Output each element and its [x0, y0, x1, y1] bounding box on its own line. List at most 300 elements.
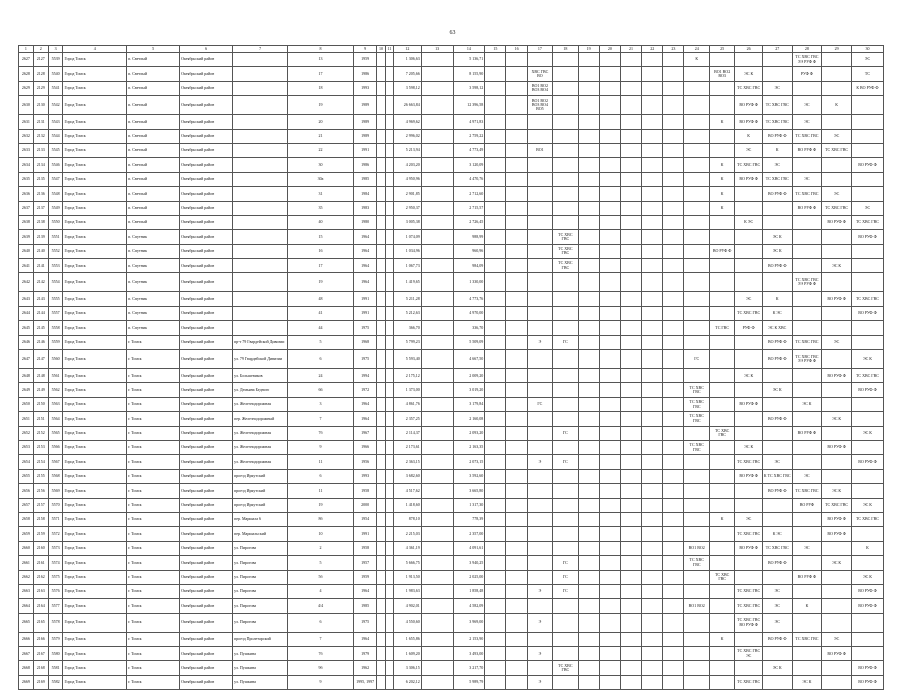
cell-c24	[684, 143, 709, 157]
empty-cell	[663, 187, 684, 201]
cell-year: 1980	[353, 215, 376, 229]
cell-addr: ул. Пирогова	[233, 613, 288, 632]
empty-cell	[485, 613, 506, 632]
cell-settl: Город Томск	[63, 350, 127, 369]
cell-c17	[527, 306, 552, 320]
empty-cell	[506, 599, 527, 613]
cell-c26: К ЭС	[735, 215, 763, 229]
empty-cell	[377, 259, 385, 273]
column-number: 13	[421, 46, 453, 53]
area-total-cell	[421, 335, 453, 349]
cell-year: 1964	[353, 412, 376, 426]
empty-cell	[485, 259, 506, 273]
table-row	[19, 397, 884, 411]
empty-cell	[663, 541, 684, 555]
empty-cell	[385, 397, 393, 411]
cell-c17	[527, 187, 552, 201]
empty-cell	[385, 584, 393, 598]
cell-c24: ТС ХВС ГВС	[684, 383, 709, 397]
cell-n: 2631	[19, 115, 34, 129]
cell-c27	[762, 512, 792, 526]
empty-cell	[642, 53, 663, 67]
cell-c29	[822, 469, 852, 483]
cell-c29: ЭС К	[822, 259, 852, 273]
empty-cell	[642, 369, 663, 383]
cell-street: г. Томск	[127, 369, 180, 383]
cell-c17: Э	[527, 647, 552, 661]
cell-a1: 4 517,62	[394, 484, 422, 498]
cell-c24	[684, 512, 709, 526]
empty-cell	[485, 129, 506, 143]
cell-year: 1994	[353, 369, 376, 383]
cell-c17	[527, 556, 552, 570]
cell-c30: ЭС К	[851, 426, 883, 440]
empty-cell	[385, 469, 393, 483]
cell-house: 8б	[288, 512, 354, 526]
empty-cell	[620, 484, 641, 498]
cell-c29	[822, 81, 852, 95]
cell-code: 5581	[48, 661, 63, 675]
cell-c27: К	[762, 292, 792, 306]
empty-cell	[578, 541, 599, 555]
cell-street: п. Светлый	[127, 172, 180, 186]
empty-cell	[620, 96, 641, 115]
empty-cell	[599, 306, 620, 320]
cell-c25	[709, 613, 734, 632]
area-living-cell: 4 667,50	[453, 350, 485, 369]
cell-c24: ТС ХВС ГВС	[684, 556, 709, 570]
cell-c25: К	[709, 201, 734, 215]
cell-addr: пер. Маршальский	[233, 527, 288, 541]
cell-c28	[792, 81, 822, 95]
cell-c30: ЭС	[851, 201, 883, 215]
cell-street: п. Светлый	[127, 96, 180, 115]
cell-c28: ТС ХВС ГВС ЭЭ РУФ Ф	[792, 350, 822, 369]
empty-cell	[578, 321, 599, 335]
empty-cell	[506, 527, 527, 541]
cell-c25: К	[709, 187, 734, 201]
empty-cell	[663, 158, 684, 172]
area-living-cell: 3 179,84	[453, 397, 485, 411]
empty-cell	[642, 412, 663, 426]
cell-street: г. Томск	[127, 335, 180, 349]
cell-dist: Октябрьский район	[180, 469, 233, 483]
cell-c26	[735, 412, 763, 426]
empty-cell	[599, 613, 620, 632]
table-row	[19, 369, 884, 383]
empty-cell	[506, 143, 527, 157]
empty-cell	[663, 369, 684, 383]
cell-addr: ул. Большевиков	[233, 369, 288, 383]
empty-cell	[377, 426, 385, 440]
area-living-cell: 3 592,60	[453, 469, 485, 483]
cell-dist: Октябрьский район	[180, 350, 233, 369]
column-number: 1	[19, 46, 34, 53]
empty-cell	[642, 675, 663, 689]
cell-c17	[527, 158, 552, 172]
cell-c30: ВО РУФ Ф	[851, 230, 883, 244]
cell-code: 5544	[48, 129, 63, 143]
cell-street: п. Спутник	[127, 273, 180, 292]
cell-c28	[792, 584, 822, 598]
page-number: 63	[449, 30, 456, 36]
cell-c24	[684, 369, 709, 383]
table-row	[19, 67, 884, 81]
empty-cell	[620, 172, 641, 186]
area-total-cell	[421, 397, 453, 411]
empty-cell	[578, 440, 599, 454]
cell-street: г. Томск	[127, 512, 180, 526]
empty-cell	[663, 632, 684, 646]
cell-c25	[709, 541, 734, 555]
empty-cell	[485, 469, 506, 483]
cell-addr	[233, 81, 288, 95]
cell-dist: Октябрьский район	[180, 556, 233, 570]
empty-cell	[485, 115, 506, 129]
area-total-cell	[421, 440, 453, 454]
empty-cell	[377, 350, 385, 369]
cell-id: 2148	[33, 369, 48, 383]
cell-c18: ГС	[553, 455, 578, 469]
cell-c27: ТС ХВС ГВС	[762, 96, 792, 115]
cell-c18	[553, 498, 578, 512]
empty-cell	[663, 556, 684, 570]
cell-c17	[527, 244, 552, 258]
cell-c26	[735, 632, 763, 646]
empty-cell	[385, 541, 393, 555]
cell-c30: К	[851, 541, 883, 555]
cell-c27: ЭС К	[762, 661, 792, 675]
cell-c18	[553, 350, 578, 369]
cell-dist: Октябрьский район	[180, 215, 233, 229]
cell-house: 4/4	[288, 599, 354, 613]
cell-c24: ГС	[684, 350, 709, 369]
empty-cell	[377, 230, 385, 244]
table-row	[19, 440, 884, 454]
area-total-cell	[421, 647, 453, 661]
cell-c17	[527, 201, 552, 215]
cell-code: 5579	[48, 632, 63, 646]
empty-cell	[663, 143, 684, 157]
cell-a1: 4 203,20	[394, 158, 422, 172]
empty-cell	[620, 383, 641, 397]
table-row	[19, 81, 884, 95]
cell-c25: К	[709, 632, 734, 646]
empty-cell	[599, 244, 620, 258]
empty-cell	[620, 230, 641, 244]
cell-c29: ЭС К	[822, 556, 852, 570]
table-row	[19, 96, 884, 115]
cell-street: п. Спутник	[127, 292, 180, 306]
column-number: 18	[553, 46, 578, 53]
cell-c30: ВО РУФ Ф	[851, 675, 883, 689]
empty-cell	[485, 426, 506, 440]
cell-dist: Октябрьский район	[180, 158, 233, 172]
cell-code: 5577	[48, 599, 63, 613]
cell-street: п. Спутник	[127, 321, 180, 335]
cell-c30: ЭС К	[851, 498, 883, 512]
cell-c29: ВО РУФ Ф	[822, 527, 852, 541]
empty-cell	[663, 455, 684, 469]
cell-id: 2154	[33, 455, 48, 469]
cell-id: 2146	[33, 335, 48, 349]
empty-cell	[663, 512, 684, 526]
empty-cell	[599, 383, 620, 397]
cell-c29: ВО РУФ Ф	[822, 512, 852, 526]
cell-c18	[553, 292, 578, 306]
empty-cell	[599, 81, 620, 95]
cell-c25	[709, 292, 734, 306]
cell-house: 17	[288, 67, 354, 81]
cell-street: п. Светлый	[127, 143, 180, 157]
cell-c26: ВО РУФ Ф	[735, 469, 763, 483]
empty-cell	[620, 67, 641, 81]
empty-cell	[663, 321, 684, 335]
cell-code: 5555	[48, 292, 63, 306]
empty-cell	[377, 273, 385, 292]
empty-cell	[578, 455, 599, 469]
area-total-cell	[421, 244, 453, 258]
cell-c24: ТС ХВС ГВС	[684, 440, 709, 454]
cell-c24	[684, 96, 709, 115]
empty-cell	[620, 412, 641, 426]
area-total-cell	[421, 498, 453, 512]
cell-house: 66	[288, 383, 354, 397]
cell-street: г. Томск	[127, 632, 180, 646]
area-total-cell	[421, 215, 453, 229]
empty-cell	[377, 512, 385, 526]
empty-cell	[385, 647, 393, 661]
cell-id: 2142	[33, 273, 48, 292]
cell-c18: ТС ХВС ГВС	[553, 244, 578, 258]
cell-addr: ул. Демьяна Бедного	[233, 383, 288, 397]
empty-cell	[506, 187, 527, 201]
empty-cell	[620, 426, 641, 440]
cell-c28	[792, 556, 822, 570]
empty-cell	[663, 584, 684, 598]
cell-a1: 3 682,60	[394, 469, 422, 483]
cell-dist: Октябрьский район	[180, 484, 233, 498]
cell-settl: Город Томск	[63, 412, 127, 426]
empty-cell	[578, 96, 599, 115]
empty-cell	[578, 143, 599, 157]
empty-cell	[506, 426, 527, 440]
cell-n: 2669	[19, 675, 34, 689]
empty-cell	[578, 306, 599, 320]
table-row	[19, 412, 884, 426]
cell-c29	[822, 383, 852, 397]
empty-cell	[642, 541, 663, 555]
empty-cell	[377, 143, 385, 157]
cell-c28: ТС ХВС ГВС	[792, 335, 822, 349]
empty-cell	[377, 584, 385, 598]
cell-year: 1995, 1997	[353, 675, 376, 689]
table-row	[19, 143, 884, 157]
empty-cell	[663, 230, 684, 244]
cell-addr: ул. 79 Гвардейской Дивизии	[233, 350, 288, 369]
cell-c30: ВО РУФ Ф	[851, 306, 883, 320]
empty-cell	[642, 244, 663, 258]
cell-house: 20	[288, 115, 354, 129]
column-number: 23	[663, 46, 684, 53]
empty-cell	[578, 335, 599, 349]
cell-a1: 1 074,09	[394, 230, 422, 244]
cell-c18	[553, 215, 578, 229]
empty-cell	[599, 115, 620, 129]
empty-cell	[377, 67, 385, 81]
cell-n: 2629	[19, 81, 34, 95]
area-total-cell	[421, 613, 453, 632]
cell-id: 2141	[33, 259, 48, 273]
cell-house: 11	[288, 455, 354, 469]
empty-cell	[578, 201, 599, 215]
empty-cell	[377, 469, 385, 483]
empty-cell	[620, 512, 641, 526]
cell-house: 19	[288, 498, 354, 512]
empty-cell	[578, 426, 599, 440]
empty-cell	[506, 67, 527, 81]
cell-house: 16	[288, 244, 354, 258]
cell-c26	[735, 187, 763, 201]
cell-a1: 1 418,60	[394, 498, 422, 512]
cell-year: 1993	[353, 81, 376, 95]
empty-cell	[485, 498, 506, 512]
empty-cell	[599, 335, 620, 349]
empty-cell	[599, 661, 620, 675]
cell-c29: ЭС К	[822, 412, 852, 426]
cell-code: 5565	[48, 426, 63, 440]
empty-cell	[599, 570, 620, 584]
cell-c27: ЭС	[762, 81, 792, 95]
empty-cell	[385, 273, 393, 292]
cell-house: 13	[288, 53, 354, 67]
cell-year: 1986	[353, 67, 376, 81]
cell-dist: Октябрьский район	[180, 661, 233, 675]
cell-c18	[553, 613, 578, 632]
cell-dist: Октябрьский район	[180, 292, 233, 306]
empty-cell	[485, 599, 506, 613]
cell-c29: ЭС	[822, 632, 852, 646]
cell-year: 1989	[353, 129, 376, 143]
cell-code: 5574	[48, 556, 63, 570]
cell-addr: ул. Железнодорожная	[233, 426, 288, 440]
empty-cell	[642, 273, 663, 292]
cell-c24	[684, 158, 709, 172]
area-total-cell	[421, 53, 453, 67]
empty-cell	[620, 273, 641, 292]
cell-c28: ВО РУФ Ф	[792, 143, 822, 157]
cell-addr: ул. Железнодорожная	[233, 397, 288, 411]
cell-year: 1966	[353, 440, 376, 454]
empty-cell	[620, 369, 641, 383]
empty-cell	[377, 675, 385, 689]
empty-cell	[663, 647, 684, 661]
empty-cell	[578, 129, 599, 143]
empty-cell	[506, 383, 527, 397]
cell-c28: К	[792, 599, 822, 613]
cell-c25	[709, 53, 734, 67]
cell-dist: Октябрьский район	[180, 541, 233, 555]
column-number: 21	[620, 46, 641, 53]
empty-cell	[485, 350, 506, 369]
area-living-cell: 1 317,30	[453, 498, 485, 512]
cell-c17	[527, 426, 552, 440]
cell-settl: Город Томск	[63, 541, 127, 555]
area-living-cell: 2 759,22	[453, 129, 485, 143]
empty-cell	[385, 96, 393, 115]
empty-cell	[385, 143, 393, 157]
cell-a1: 2 357,25	[394, 412, 422, 426]
cell-id: 2145	[33, 321, 48, 335]
empty-cell	[578, 53, 599, 67]
empty-cell	[485, 187, 506, 201]
cell-c29	[822, 675, 852, 689]
cell-c25: К	[709, 512, 734, 526]
cell-c25	[709, 143, 734, 157]
cell-c25	[709, 96, 734, 115]
cell-n: 2627	[19, 53, 34, 67]
empty-cell	[599, 412, 620, 426]
area-total-cell	[421, 541, 453, 555]
cell-c29	[822, 306, 852, 320]
cell-c24	[684, 259, 709, 273]
empty-cell	[377, 172, 385, 186]
cell-c24	[684, 469, 709, 483]
cell-house: 7	[288, 632, 354, 646]
cell-house: 30	[288, 158, 354, 172]
empty-cell	[385, 292, 393, 306]
cell-c28	[792, 244, 822, 258]
area-living-cell: 4 470,76	[453, 172, 485, 186]
cell-a1: 2 901,85	[394, 187, 422, 201]
cell-dist: Октябрьский район	[180, 599, 233, 613]
empty-cell	[377, 96, 385, 115]
cell-c29: ЭС	[822, 335, 852, 349]
empty-cell	[620, 321, 641, 335]
cell-dist: Октябрьский район	[180, 115, 233, 129]
empty-cell	[506, 647, 527, 661]
cell-id: 2162	[33, 570, 48, 584]
empty-cell	[642, 584, 663, 598]
cell-c17	[527, 512, 552, 526]
cell-c18	[553, 115, 578, 129]
cell-c28	[792, 230, 822, 244]
cell-c25: К	[709, 172, 734, 186]
empty-cell	[385, 512, 393, 526]
empty-cell	[506, 96, 527, 115]
cell-settl: Город Томск	[63, 469, 127, 483]
cell-c29	[822, 321, 852, 335]
empty-cell	[620, 115, 641, 129]
cell-code: 5552	[48, 244, 63, 258]
empty-cell	[663, 412, 684, 426]
empty-cell	[506, 675, 527, 689]
cell-c26: ТС ХВС ГВС ЭС	[735, 647, 763, 661]
cell-c28	[792, 440, 822, 454]
register-table	[18, 45, 884, 690]
empty-cell	[385, 383, 393, 397]
cell-c29	[822, 273, 852, 292]
cell-c29	[822, 541, 852, 555]
cell-addr: ул. Пирогова	[233, 541, 288, 555]
empty-cell	[578, 397, 599, 411]
cell-a1: 3 598,12	[394, 81, 422, 95]
empty-cell	[385, 187, 393, 201]
empty-cell	[385, 369, 393, 383]
area-total-cell	[421, 273, 453, 292]
empty-cell	[485, 244, 506, 258]
cell-c17: Э	[527, 613, 552, 632]
